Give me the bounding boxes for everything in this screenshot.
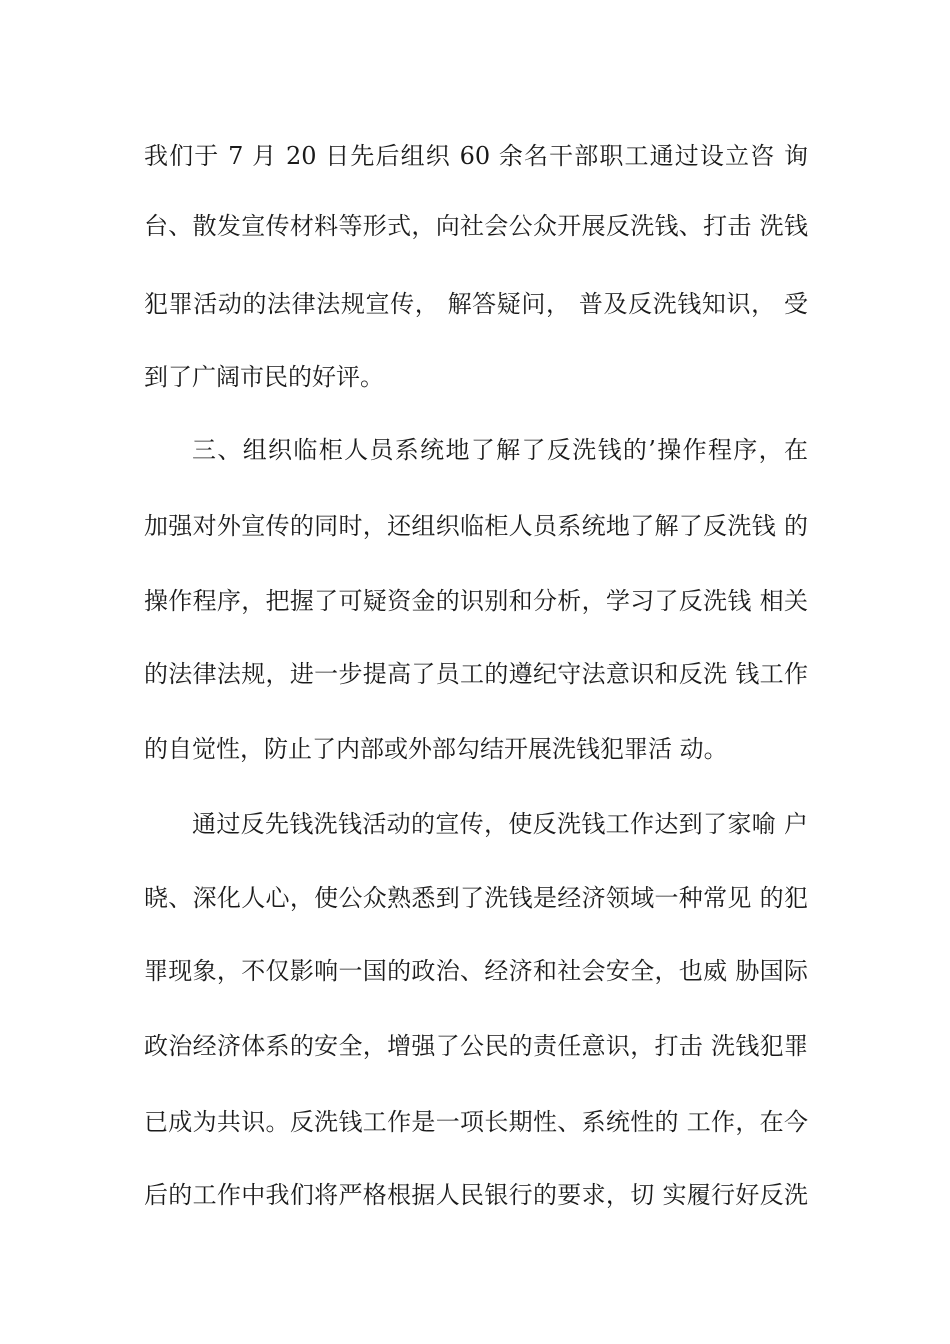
text-line: 加强对外宣传的同时，还组织临柜人员系统地了解了反洗钱 的 [144, 512, 808, 540]
text-line: 犯罪活动的法律法规宣传， 解答疑问， 普及反洗钱知识， 受 [144, 290, 808, 318]
text-line: 我们于 7 月 20 日先后组织 60 余名干部职工通过设立咨 询 [144, 142, 808, 170]
paragraph-start-line: 通过反先钱洗钱活动的宣传，使反洗钱工作达到了家喻 户 [192, 810, 808, 838]
paragraph-start-line: 三、组织临柜人员系统地了解了反洗钱的’操作程序，在 [192, 436, 808, 464]
text-line: 的自觉性，防止了内部或外部勾结开展洗钱犯罪活 动。 [144, 735, 728, 763]
text-line: 后的工作中我们将严格根据人民银行的要求，切 实履行好反洗 [144, 1181, 808, 1209]
text-line: 到了广阔市民的好评。 [144, 363, 384, 391]
text-line: 已成为共识。反洗钱工作是一项长期性、系统性的 工作，在今 [144, 1108, 808, 1136]
text-line: 罪现象，不仅影响一国的政治、经济和社会安全，也威 胁国际 [144, 957, 808, 985]
text-line: 政治经济体系的安全，增强了公民的责任意识，打击 洗钱犯罪 [144, 1032, 808, 1060]
text-line: 的法律法规，进一步提高了员工的遵纪守法意识和反洗 钱工作 [144, 660, 808, 688]
text-line: 操作程序，把握了可疑资金的识别和分析，学习了反洗钱 相关 [144, 587, 808, 615]
text-line: 晓、深化人心，使公众熟悉到了洗钱是经济领域一种常见 的犯 [144, 884, 808, 912]
text-line: 台、散发宣传材料等形式，向社会公众开展反洗钱、打击 洗钱 [144, 212, 808, 240]
